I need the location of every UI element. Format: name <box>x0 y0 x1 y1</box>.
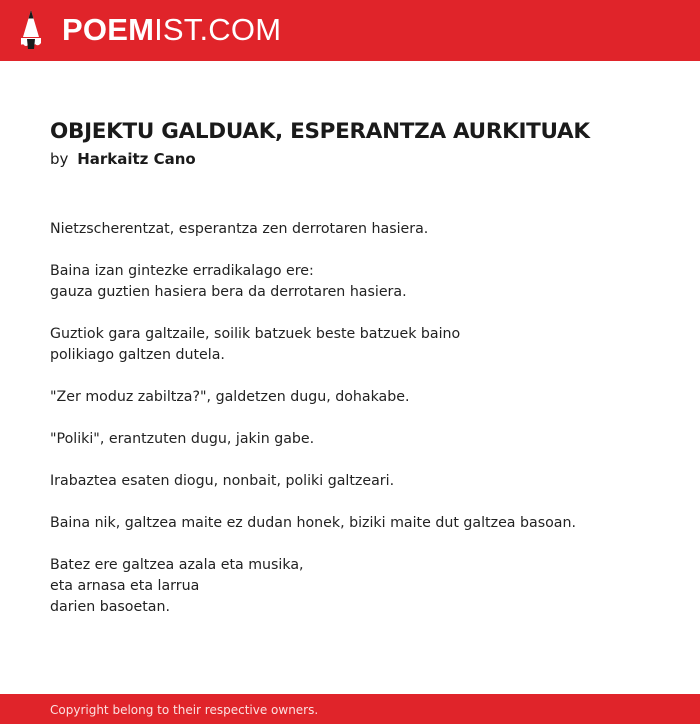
poem-line: gauza guztien hasiera bera da derrotaren hasiera. <box>50 284 407 300</box>
by-label: by <box>50 150 69 168</box>
poem-line: Baina nik, galtzea maite ez dudan honek, biziki maite dut galtzea basoan. <box>50 515 576 531</box>
site-footer <box>0 694 700 724</box>
poem-line: polikiago galtzen dutela. <box>50 347 225 363</box>
poem-line: "Zer moduz zabiltza?", galdetzen dugu, dohakabe. <box>50 389 410 405</box>
poem-stanza <box>50 555 670 618</box>
poem-stanza <box>50 471 670 492</box>
poem-title: OBJEKTU GALDUAK, ESPERANTZA AURKITUAK <box>50 119 590 144</box>
pencil-logo-icon[interactable] <box>18 9 44 51</box>
poem-body <box>50 219 670 639</box>
poem-stanza <box>50 324 670 366</box>
poem-line: Baina izan gintezke erradikalago ere: <box>50 263 314 279</box>
site-header <box>0 0 700 61</box>
poem-stanza <box>50 219 670 240</box>
poem-line: Guztiok gara galtzaile, soilik batzuek beste batzuek baino <box>50 326 461 342</box>
poem-stanza <box>50 513 670 534</box>
poem-author: Harkaitz Cano <box>77 150 196 168</box>
poem-stanza <box>50 261 670 303</box>
poem-stanza <box>50 387 670 408</box>
poem-line: eta arnasa eta larrua <box>50 578 200 594</box>
poem-line: Nietzscherentzat, esperantza zen derrotaren hasiera. <box>50 221 429 237</box>
poem-byline <box>50 149 670 169</box>
poem-line: "Poliki", erantzuten dugu, jakin gabe. <box>50 431 315 447</box>
site-brand-logo[interactable] <box>62 12 281 48</box>
poem-line: Batez ere galtzea azala eta musika, <box>50 557 304 573</box>
brand-bold-text: POEM <box>62 12 155 47</box>
brand-light-text: IST.COM <box>154 12 282 47</box>
footer-copyright: Copyright belong to their respective owners. <box>50 703 319 717</box>
poem-line: darien basoetan. <box>50 599 170 615</box>
poem-line: Irabaztea esaten diogu, nonbait, poliki galtzeari. <box>50 473 395 489</box>
poem-stanza <box>50 429 670 450</box>
